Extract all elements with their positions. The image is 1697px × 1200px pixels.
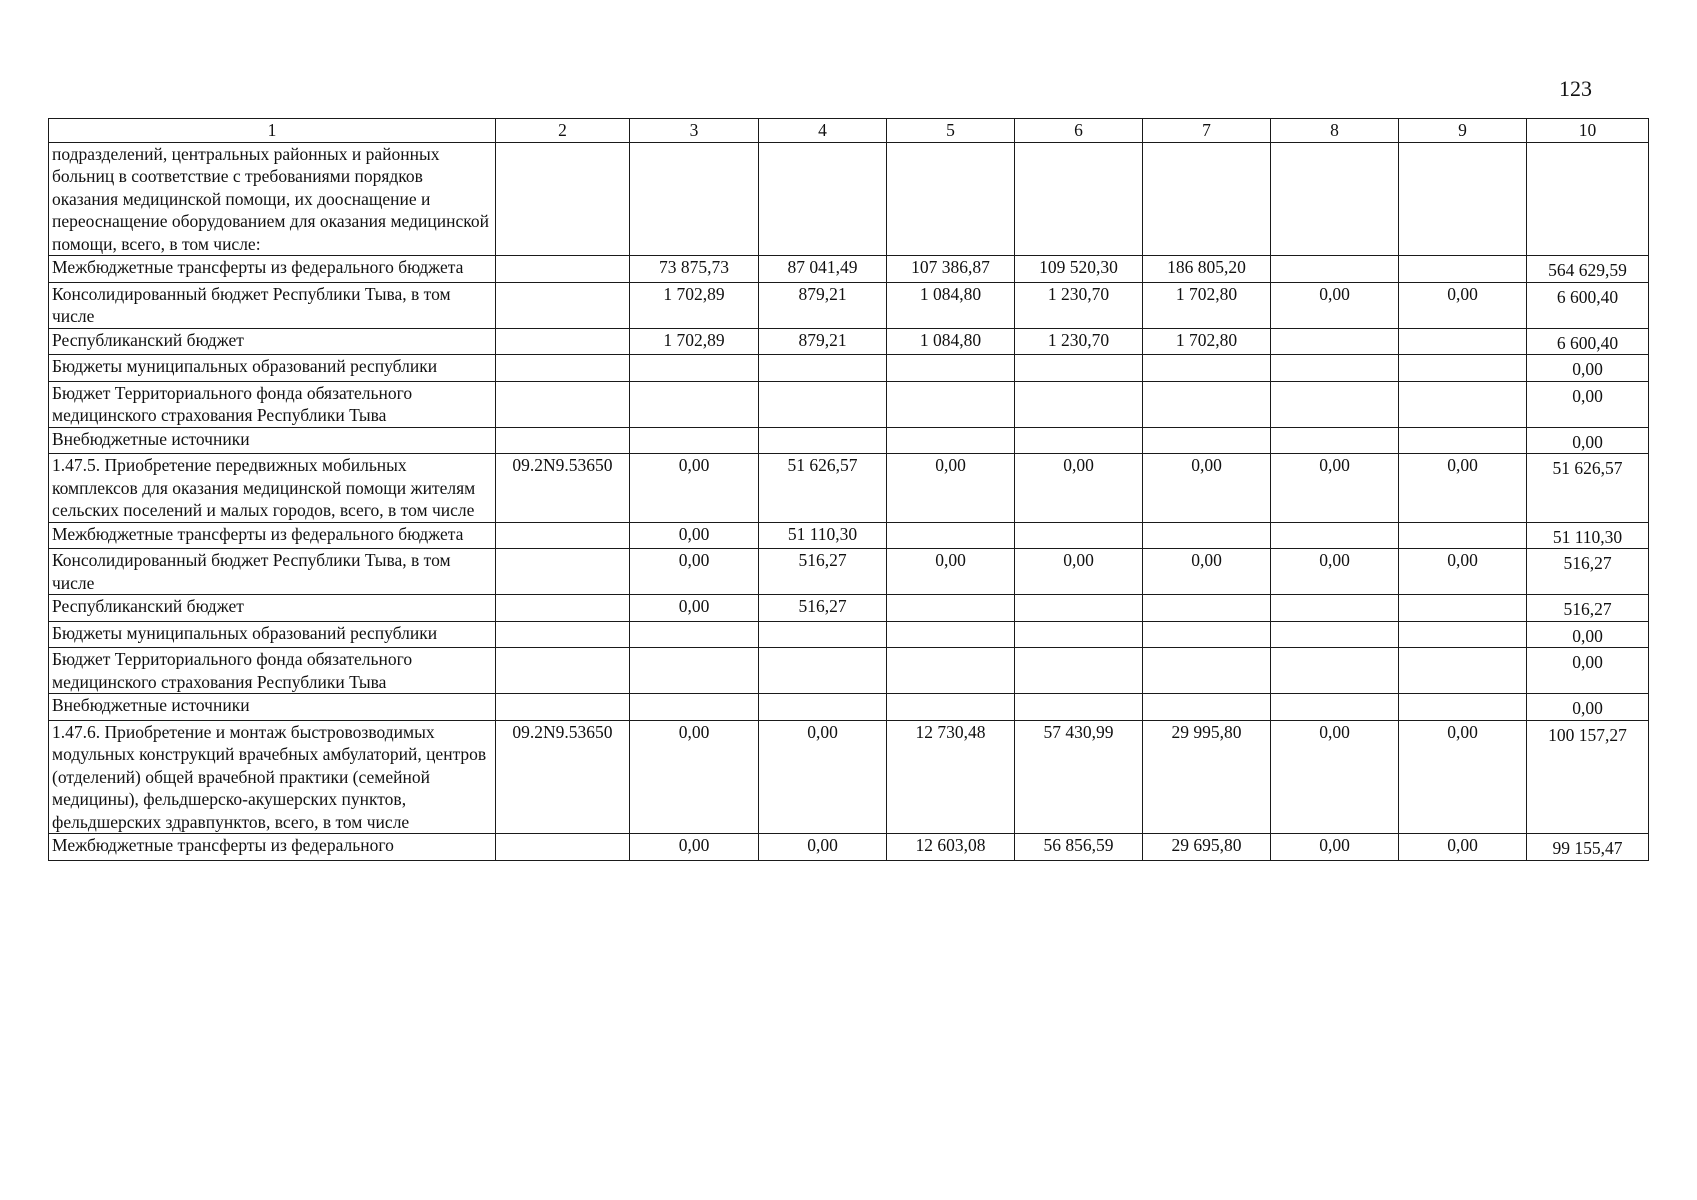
value-cell-col-5: 12 730,48 <box>887 720 1015 834</box>
value-cell-col-3 <box>630 355 759 382</box>
value-cell-col-7: 186 805,20 <box>1143 256 1271 283</box>
value-cell-col-10: 100 157,27 <box>1527 720 1649 834</box>
table-row <box>49 621 1649 648</box>
value-cell-col-9 <box>1399 595 1527 622</box>
table-row <box>49 142 1649 256</box>
table-row <box>49 549 1649 595</box>
row-label: 1.47.5. Приобретение передвижных мобильных комплексов для оказания медицинской помощи жителям сельских поселений и малых городов, всего, в том числе <box>49 454 496 523</box>
value-cell-col-8 <box>1271 648 1399 694</box>
value-cell-col-7 <box>1143 694 1271 721</box>
value-cell-col-3: 0,00 <box>630 454 759 523</box>
value-cell-col-6: 1 230,70 <box>1015 328 1143 355</box>
value-cell-col-5 <box>887 381 1015 427</box>
value-cell-col-5: 1 084,80 <box>887 282 1015 328</box>
value-cell-col-7: 1 702,80 <box>1143 328 1271 355</box>
column-header: 9 <box>1399 119 1527 143</box>
budget-code-cell: 09.2N9.53650 <box>496 720 630 834</box>
value-cell-col-6: 1 230,70 <box>1015 282 1143 328</box>
table-row <box>49 454 1649 523</box>
page-number: 123 <box>1559 76 1592 101</box>
value-cell-col-9 <box>1399 328 1527 355</box>
value-cell-col-6 <box>1015 648 1143 694</box>
row-label: Межбюджетные трансферты из федерального бюджета <box>49 522 496 549</box>
column-header: 3 <box>630 119 759 143</box>
value-cell-col-4 <box>759 381 887 427</box>
value-cell-col-9 <box>1399 355 1527 382</box>
row-label: Бюджеты муниципальных образований республики <box>49 621 496 648</box>
value-cell-col-9 <box>1399 648 1527 694</box>
value-cell-col-3: 1 702,89 <box>630 328 759 355</box>
value-cell-col-7: 1 702,80 <box>1143 282 1271 328</box>
value-cell-col-8 <box>1271 256 1399 283</box>
value-cell-col-3 <box>630 648 759 694</box>
value-cell-col-4: 879,21 <box>759 282 887 328</box>
value-cell-col-9 <box>1399 256 1527 283</box>
table-row <box>49 694 1649 721</box>
value-cell-col-10 <box>1527 142 1649 256</box>
header-row <box>49 119 1649 143</box>
value-cell-col-9 <box>1399 522 1527 549</box>
column-header: 10 <box>1527 119 1649 143</box>
value-cell-col-8 <box>1271 328 1399 355</box>
budget-code-cell <box>496 595 630 622</box>
value-cell-col-10: 99 155,47 <box>1527 834 1649 861</box>
value-cell-col-4: 87 041,49 <box>759 256 887 283</box>
value-cell-col-6 <box>1015 427 1143 454</box>
value-cell-col-7 <box>1143 427 1271 454</box>
value-cell-col-4: 516,27 <box>759 549 887 595</box>
table-row <box>49 648 1649 694</box>
value-cell-col-9: 0,00 <box>1399 282 1527 328</box>
value-cell-col-7: 29 995,80 <box>1143 720 1271 834</box>
value-cell-col-6: 0,00 <box>1015 549 1143 595</box>
value-cell-col-4: 0,00 <box>759 720 887 834</box>
value-cell-col-3 <box>630 694 759 721</box>
value-cell-col-10: 516,27 <box>1527 549 1649 595</box>
budget-code-cell <box>496 381 630 427</box>
value-cell-col-8 <box>1271 427 1399 454</box>
value-cell-col-8 <box>1271 381 1399 427</box>
value-cell-col-10: 0,00 <box>1527 427 1649 454</box>
value-cell-col-4: 879,21 <box>759 328 887 355</box>
value-cell-col-10: 0,00 <box>1527 694 1649 721</box>
row-label: Бюджеты муниципальных образований республики <box>49 355 496 382</box>
value-cell-col-3 <box>630 621 759 648</box>
row-label: Межбюджетные трансферты из федерального бюджета <box>49 256 496 283</box>
value-cell-col-8 <box>1271 355 1399 382</box>
value-cell-col-7: 0,00 <box>1143 454 1271 523</box>
value-cell-col-6: 57 430,99 <box>1015 720 1143 834</box>
value-cell-col-8: 0,00 <box>1271 720 1399 834</box>
column-header: 6 <box>1015 119 1143 143</box>
value-cell-col-5: 12 603,08 <box>887 834 1015 861</box>
value-cell-col-9: 0,00 <box>1399 549 1527 595</box>
row-label: Внебюджетные источники <box>49 694 496 721</box>
value-cell-col-3: 0,00 <box>630 522 759 549</box>
value-cell-col-5 <box>887 355 1015 382</box>
table-row <box>49 522 1649 549</box>
value-cell-col-10: 51 110,30 <box>1527 522 1649 549</box>
value-cell-col-10: 564 629,59 <box>1527 256 1649 283</box>
value-cell-col-6 <box>1015 694 1143 721</box>
value-cell-col-6: 109 520,30 <box>1015 256 1143 283</box>
budget-code-cell <box>496 256 630 283</box>
value-cell-col-6 <box>1015 355 1143 382</box>
value-cell-col-7 <box>1143 595 1271 622</box>
budget-code-cell <box>496 648 630 694</box>
table-row <box>49 282 1649 328</box>
value-cell-col-8: 0,00 <box>1271 834 1399 861</box>
value-cell-col-3: 0,00 <box>630 549 759 595</box>
value-cell-col-7: 0,00 <box>1143 549 1271 595</box>
value-cell-col-3: 0,00 <box>630 834 759 861</box>
value-cell-col-5: 1 084,80 <box>887 328 1015 355</box>
value-cell-col-3: 73 875,73 <box>630 256 759 283</box>
value-cell-col-3 <box>630 142 759 256</box>
value-cell-col-8 <box>1271 142 1399 256</box>
value-cell-col-4 <box>759 427 887 454</box>
value-cell-col-5: 0,00 <box>887 549 1015 595</box>
value-cell-col-5: 0,00 <box>887 454 1015 523</box>
value-cell-col-6 <box>1015 595 1143 622</box>
value-cell-col-6: 0,00 <box>1015 454 1143 523</box>
table-row <box>49 355 1649 382</box>
budget-code-cell <box>496 522 630 549</box>
value-cell-col-10: 0,00 <box>1527 648 1649 694</box>
value-cell-col-4 <box>759 648 887 694</box>
value-cell-col-4 <box>759 694 887 721</box>
row-label: Консолидированный бюджет Республики Тыва, в том числе <box>49 282 496 328</box>
value-cell-col-7 <box>1143 621 1271 648</box>
row-label: Республиканский бюджет <box>49 595 496 622</box>
value-cell-col-5 <box>887 427 1015 454</box>
value-cell-col-10: 0,00 <box>1527 381 1649 427</box>
value-cell-col-9: 0,00 <box>1399 834 1527 861</box>
value-cell-col-3 <box>630 427 759 454</box>
value-cell-col-10: 6 600,40 <box>1527 328 1649 355</box>
value-cell-col-3: 0,00 <box>630 595 759 622</box>
budget-code-cell <box>496 328 630 355</box>
table-row <box>49 427 1649 454</box>
table-row <box>49 595 1649 622</box>
value-cell-col-9: 0,00 <box>1399 454 1527 523</box>
value-cell-col-8 <box>1271 621 1399 648</box>
row-label: Бюджет Территориального фонда обязательного медицинского страхования Республики Тыва <box>49 381 496 427</box>
value-cell-col-10: 6 600,40 <box>1527 282 1649 328</box>
budget-code-cell <box>496 355 630 382</box>
budget-code-cell <box>496 621 630 648</box>
table-row <box>49 256 1649 283</box>
value-cell-col-10: 516,27 <box>1527 595 1649 622</box>
column-header: 7 <box>1143 119 1271 143</box>
budget-code-cell <box>496 282 630 328</box>
row-label: Республиканский бюджет <box>49 328 496 355</box>
value-cell-col-7 <box>1143 522 1271 549</box>
budget-code-cell <box>496 549 630 595</box>
value-cell-col-5 <box>887 595 1015 622</box>
value-cell-col-3: 0,00 <box>630 720 759 834</box>
value-cell-col-8: 0,00 <box>1271 282 1399 328</box>
value-cell-col-7: 29 695,80 <box>1143 834 1271 861</box>
value-cell-col-9 <box>1399 427 1527 454</box>
value-cell-col-5 <box>887 621 1015 648</box>
value-cell-col-9 <box>1399 142 1527 256</box>
value-cell-col-5 <box>887 648 1015 694</box>
table-body <box>49 142 1649 860</box>
value-cell-col-6 <box>1015 522 1143 549</box>
value-cell-col-8 <box>1271 694 1399 721</box>
value-cell-col-7 <box>1143 648 1271 694</box>
value-cell-col-4: 51 110,30 <box>759 522 887 549</box>
row-label: Межбюджетные трансферты из федерального <box>49 834 496 861</box>
budget-code-cell <box>496 427 630 454</box>
value-cell-col-10: 0,00 <box>1527 355 1649 382</box>
value-cell-col-4: 0,00 <box>759 834 887 861</box>
row-label: Внебюджетные источники <box>49 427 496 454</box>
value-cell-col-10: 0,00 <box>1527 621 1649 648</box>
value-cell-col-3 <box>630 381 759 427</box>
value-cell-col-7 <box>1143 381 1271 427</box>
table-row <box>49 381 1649 427</box>
table-row <box>49 328 1649 355</box>
value-cell-col-10: 51 626,57 <box>1527 454 1649 523</box>
budget-code-cell <box>496 834 630 861</box>
value-cell-col-5: 107 386,87 <box>887 256 1015 283</box>
value-cell-col-3: 1 702,89 <box>630 282 759 328</box>
budget-table <box>48 118 1649 861</box>
row-label: Консолидированный бюджет Республики Тыва, в том числе <box>49 549 496 595</box>
value-cell-col-7 <box>1143 355 1271 382</box>
column-header: 5 <box>887 119 1015 143</box>
value-cell-col-6: 56 856,59 <box>1015 834 1143 861</box>
value-cell-col-9 <box>1399 381 1527 427</box>
value-cell-col-5 <box>887 142 1015 256</box>
column-header: 1 <box>49 119 496 143</box>
row-label: Бюджет Территориального фонда обязательного медицинского страхования Республики Тыва <box>49 648 496 694</box>
row-label: подразделений, центральных районных и районных больниц в соответствие с требованиями порядков оказания медицинской помощи, их дооснащение и переоснащение оборудованием для оказания медицинской помощи, всего, в том числе: <box>49 142 496 256</box>
value-cell-col-8: 0,00 <box>1271 549 1399 595</box>
value-cell-col-4: 516,27 <box>759 595 887 622</box>
value-cell-col-8 <box>1271 595 1399 622</box>
value-cell-col-5 <box>887 522 1015 549</box>
table-row <box>49 720 1649 834</box>
table-row <box>49 834 1649 861</box>
value-cell-col-5 <box>887 694 1015 721</box>
value-cell-col-4 <box>759 621 887 648</box>
value-cell-col-4 <box>759 142 887 256</box>
budget-code-cell <box>496 694 630 721</box>
value-cell-col-4 <box>759 355 887 382</box>
budget-code-cell <box>496 142 630 256</box>
value-cell-col-9 <box>1399 694 1527 721</box>
column-header: 4 <box>759 119 887 143</box>
value-cell-col-7 <box>1143 142 1271 256</box>
row-label: 1.47.6. Приобретение и монтаж быстровозводимых модульных конструкций врачебных амбулаторий, центров (отделений) общей врачебной практики (семейной медицины), фельдшерско-акушерских пунктов, фельдшерских здравпунктов, всего, в том числе <box>49 720 496 834</box>
value-cell-col-9 <box>1399 621 1527 648</box>
value-cell-col-9: 0,00 <box>1399 720 1527 834</box>
value-cell-col-8 <box>1271 522 1399 549</box>
value-cell-col-4: 51 626,57 <box>759 454 887 523</box>
column-header: 8 <box>1271 119 1399 143</box>
value-cell-col-6 <box>1015 381 1143 427</box>
value-cell-col-8: 0,00 <box>1271 454 1399 523</box>
value-cell-col-6 <box>1015 142 1143 256</box>
budget-code-cell: 09.2N9.53650 <box>496 454 630 523</box>
value-cell-col-6 <box>1015 621 1143 648</box>
column-header: 2 <box>496 119 630 143</box>
